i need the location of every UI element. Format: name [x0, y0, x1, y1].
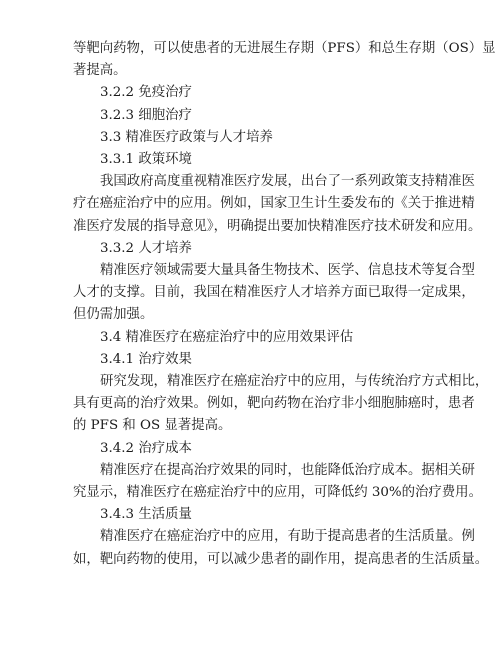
- paragraph: [73, 526, 489, 570]
- paragraph-line: 但仍需加强。: [73, 307, 154, 323]
- paragraph: [73, 460, 482, 504]
- heading-text: 3.3.2 人才培养: [100, 240, 192, 256]
- heading-text: 3.2.3 细胞治疗: [100, 107, 192, 123]
- paragraph-line: 精准医疗在癌症治疗中的应用，有助于提高患者的生活质量。例: [100, 529, 475, 545]
- paragraph: [73, 260, 475, 327]
- paragraph-line: 的 PFS 和 OS 显著提高。: [73, 418, 232, 434]
- heading-text: 3.4.2 治疗成本: [100, 440, 192, 456]
- section-heading: [73, 349, 429, 371]
- paragraph-line: 究显示，精准医疗在癌症治疗中的应用，可降低约 30%的治疗费用。: [73, 485, 482, 501]
- section-heading: [73, 149, 429, 171]
- heading-text: 3.4 精准医疗在癌症治疗中的应用效果评估: [100, 329, 354, 345]
- paragraph-line: 如，靶向药物的使用，可以减少患者的副作用，提高患者的生活质量。: [73, 551, 489, 567]
- paragraph: [73, 371, 489, 438]
- paragraph: [73, 38, 496, 82]
- section-heading: [73, 127, 429, 149]
- heading-text: 3.4.1 治疗效果: [100, 351, 192, 367]
- paragraph-line: 疗在癌症治疗中的应用。例如，国家卫生计生委发布的《关于推进精: [73, 196, 475, 212]
- heading-text: 3.2.2 免疫治疗: [100, 85, 192, 101]
- section-heading: [73, 504, 429, 526]
- paragraph-line: 著提高。: [73, 63, 127, 79]
- section-heading: [73, 82, 429, 104]
- paragraph-line: 人才的支撑。目前，我国在精准医疗人才培养方面已取得一定成果，: [73, 285, 475, 301]
- paragraph-line: 等靶向药物，可以使患者的无进展生存期（PFS）和总生存期（OS）显: [73, 41, 496, 56]
- section-heading: [73, 238, 429, 260]
- paragraph: [73, 171, 482, 238]
- document-body: [73, 38, 496, 571]
- paragraph-line: 精准医疗在提高治疗效果的同时，也能降低治疗成本。据相关研: [100, 462, 475, 478]
- paragraph-line: 准医疗发展的指导意见》，明确提出要加快精准医疗技术研发和应用。: [73, 218, 482, 234]
- paragraph-line: 研究发现，精准医疗在癌症治疗中的应用，与传统治疗方式相比，: [100, 374, 489, 390]
- paragraph-line: 具有更高的治疗效果。例如，靶向药物在治疗非小细胞肺癌时，患者: [73, 396, 475, 412]
- heading-text: 3.3.1 政策环境: [100, 152, 192, 168]
- paragraph-line: 我国政府高度重视精准医疗发展，出台了一系列政策支持精准医: [100, 174, 475, 190]
- heading-text: 3.4.3 生活质量: [100, 507, 192, 523]
- section-heading: [73, 438, 429, 460]
- section-heading: [73, 327, 429, 349]
- paragraph-line: 精准医疗领域需要大量具备生物技术、医学、信息技术等复合型: [100, 263, 475, 279]
- document-page: [73, 38, 496, 571]
- section-heading: [73, 105, 429, 127]
- heading-text: 3.3 精准医疗政策与人才培养: [100, 129, 273, 145]
